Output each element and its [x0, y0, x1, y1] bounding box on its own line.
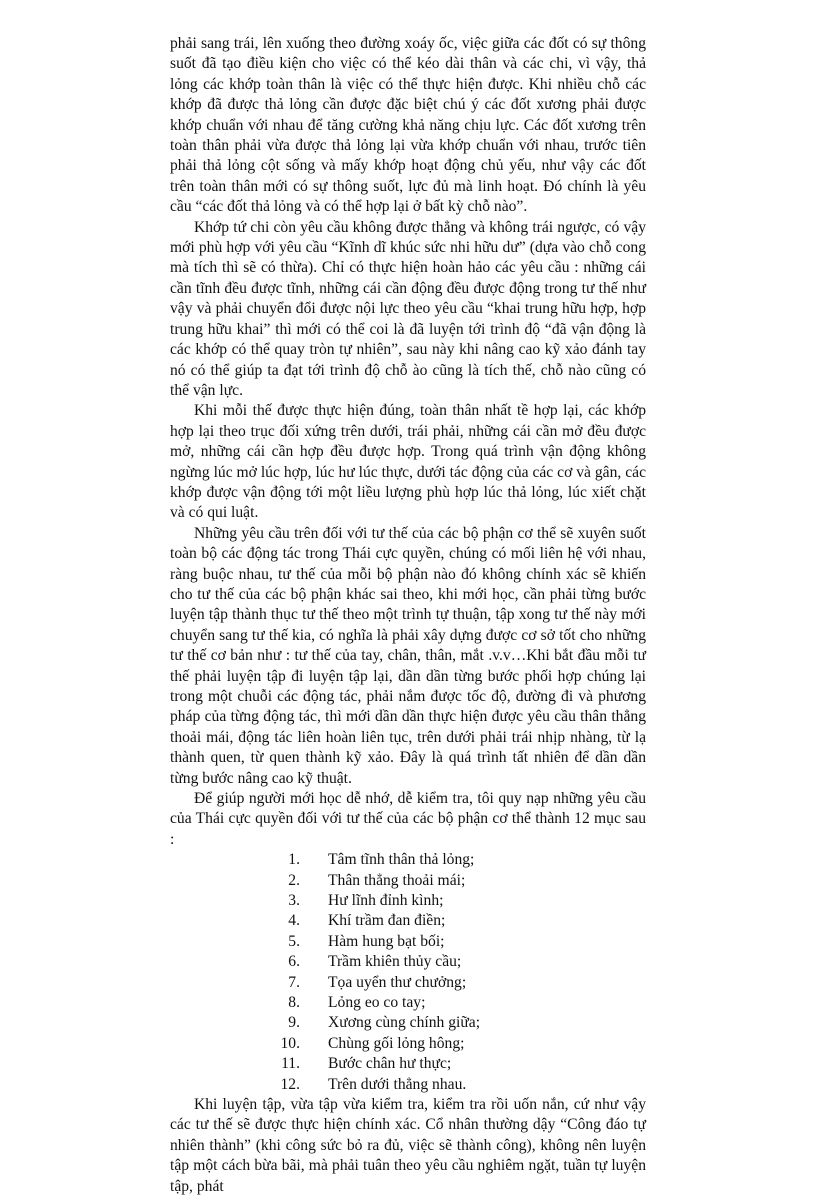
paragraph-practice: Khi luyện tập, vừa tập vừa kiểm tra, kiểm tra rồi uốn nắn, cứ như vậy các tư thế sẽ được thực hiện chính xác. Cổ nhân thường dậy “Công đáo tự nhiên thành” (khi công sức bỏ ra đủ, việc sẽ thành công), không nên luyện tập một cách bừa bãi, mà phải tuân theo yêu cầu nghiêm ngặt, tuần tự luyện tập, phát	[170, 1095, 646, 1195]
list-item-number: 8 .	[258, 993, 302, 1013]
paragraph-open-close: Khi mỗi thế được thực hiện đúng, toàn thân nhất tề hợp lại, các khớp hợp lại theo trục đối xứng trên dưới, trái phải, những cái cần mở đều được mở, những cái cần hợp đều được hợp. Trong quá trình vận động không ngừng lúc mở lúc hợp, lúc hư lúc thực, dưới tác động của các cơ và gân, các khớp được vận động tới một liều lượng phù hợp lúc thả lỏng, lúc xiết chặt và có qui luật.	[170, 402, 646, 522]
list-item-text: Tâm tĩnh thân thả lỏng;	[328, 851, 475, 869]
list-item-text: Khí trầm đan điền;	[328, 912, 446, 930]
list-item-number: 6 .	[258, 952, 302, 972]
list-item-text: Hư lĩnh đỉnh kình;	[328, 892, 444, 910]
list-item-number: 3 .	[258, 891, 302, 911]
list-item-number: 7 .	[258, 973, 302, 993]
list-item	[170, 952, 646, 972]
list-item	[170, 993, 646, 1013]
list-item-number: 1 .	[258, 850, 302, 870]
list-item	[170, 973, 646, 993]
list-item-text: Trên dưới thẳng nhau.	[328, 1075, 467, 1093]
list-item-number: 12 .	[258, 1075, 302, 1095]
requirements-list	[170, 850, 646, 1095]
list-item	[170, 911, 646, 931]
paragraph-continuation: phải sang trái, lên xuống theo đường xoáy ốc, việc giữa các đốt có sự thông suốt đã tạo điều kiện cho việc có thể kéo dài thân và các chi, vì vậy, thả lỏng các khớp toàn thân là việc có thể thực hiện được. Khi nhiều chỗ các khớp đã được thả lỏng cần được đặc biệt chú ý các đốt xương phải được khớp chuẩn với nhau để tăng cường khả năng chịu lực. Các đốt xương trên toàn thân phải vừa được thả lỏng lại vừa khớp chuẩn với nhau, trước tiên phải thả lỏng cột sống và mấy khớp hoạt động chủ yếu, như vậy các đốt trên toàn thân mới có sự thông suốt, lực đủ mà linh hoạt. Đó chính là yêu cầu “các đốt thả lỏng và có thể hợp lại ở bất kỳ chỗ nào”.	[170, 35, 646, 216]
list-item	[170, 932, 646, 952]
list-item-text: Bước chân hư thực;	[328, 1055, 452, 1073]
list-item	[170, 1013, 646, 1033]
paragraph-list-intro: Để giúp người mới học dễ nhớ, dễ kiểm tra, tôi quy nạp những yêu cầu của Thái cực quyền đối với tư thế của các bộ phận cơ thể thành 12 mục sau :	[170, 790, 646, 848]
list-item-number: 10 .	[258, 1034, 302, 1054]
list-item-text: Xương cùng chính giữa;	[328, 1014, 481, 1032]
list-item-text: Lỏng eo co tay;	[328, 993, 426, 1011]
list-item	[170, 1054, 646, 1074]
list-item	[170, 871, 646, 891]
list-item	[170, 850, 646, 870]
paragraph-posture-requirements: Những yêu cầu trên đối với tư thế của các bộ phận cơ thể sẽ xuyên suốt toàn bộ các động tác trong Thái cực quyền, chúng có mối liên hệ với nhau, ràng buộc nhau, tư thế của mỗi bộ phận nào đó không chính xác sẽ khiến cho tư thế của các bộ phận khác sai theo, khi mới học, cần phải từng bước luyện tập thành thục tư thế theo một trình tự thuận, tập xong tư thế này mới chuyển sang tư thế kia, có nghĩa là phải xây dựng được cơ sở tốt cho những tư thế cơ bản như : tư thế của tay, chân, thân, mắt .v.v…Khi bắt đầu mỗi tư thế phải luyện tập đi luyện tập lại, dần dần từng bước phối hợp chúng lại trong một chuỗi các động tác, phải nắm được tốc độ, đường đi và phương pháp của từng động tác, thì mới dần dần thực hiện được yêu cầu thân thẳng thoải mái, động tác liên hoàn liên tục, trên dưới phải trái nhịp nhàng, từ lạ thành quen, từ quen thành kỹ xảo. Đây là quá trình tất nhiên để dần dần từng bước nâng cao kỹ thuật.	[170, 524, 646, 787]
list-item	[170, 1034, 646, 1054]
list-item-number: 9 .	[258, 1013, 302, 1033]
list-item-text: Tọa uyển thư chưởng;	[328, 973, 467, 991]
list-item-number: 4 .	[258, 911, 302, 931]
paragraph-limb-joints: Khớp tứ chi còn yêu cầu không được thẳng và không trái ngược, có vậy mới phù hợp với yêu cầu “Kĩnh dĩ khúc sức nhi hữu dư” (dựa vào chỗ cong mà tích thì sẽ có thừa). Chỉ có thực hiện hoàn hảo các yêu cầu : những cái cần tĩnh đều được tĩnh, những cái cần động đều được động trong tư thế như vậy và phải chuyển đổi được nội lực theo yêu cầu “khai trung hữu hợp, hợp trung hữu khai” thì mới có thể coi là đã luyện tới trình độ “đã vận động là các khớp có thể quay tròn tự nhiên”, sau này khi nâng cao kỹ xảo đánh tay nó có thể giúp ta đạt tới trình độ chỗ ào cũng là tích thế, chỗ nào cũng có thể vận lực.	[170, 218, 646, 399]
list-item-text: Trầm khiên thủy cầu;	[328, 953, 462, 971]
list-item-number: 11 .	[258, 1054, 302, 1074]
list-item-text: Chùng gối lỏng hông;	[328, 1034, 465, 1052]
list-item	[170, 891, 646, 911]
list-item-number: 5 .	[258, 932, 302, 952]
list-item-text: Thân thẳng thoải mái;	[328, 871, 466, 889]
list-item	[170, 1075, 646, 1095]
list-item-text: Hàm hung bạt bối;	[328, 932, 445, 950]
document-page	[170, 34, 646, 1197]
list-item-number: 2 .	[258, 871, 302, 891]
